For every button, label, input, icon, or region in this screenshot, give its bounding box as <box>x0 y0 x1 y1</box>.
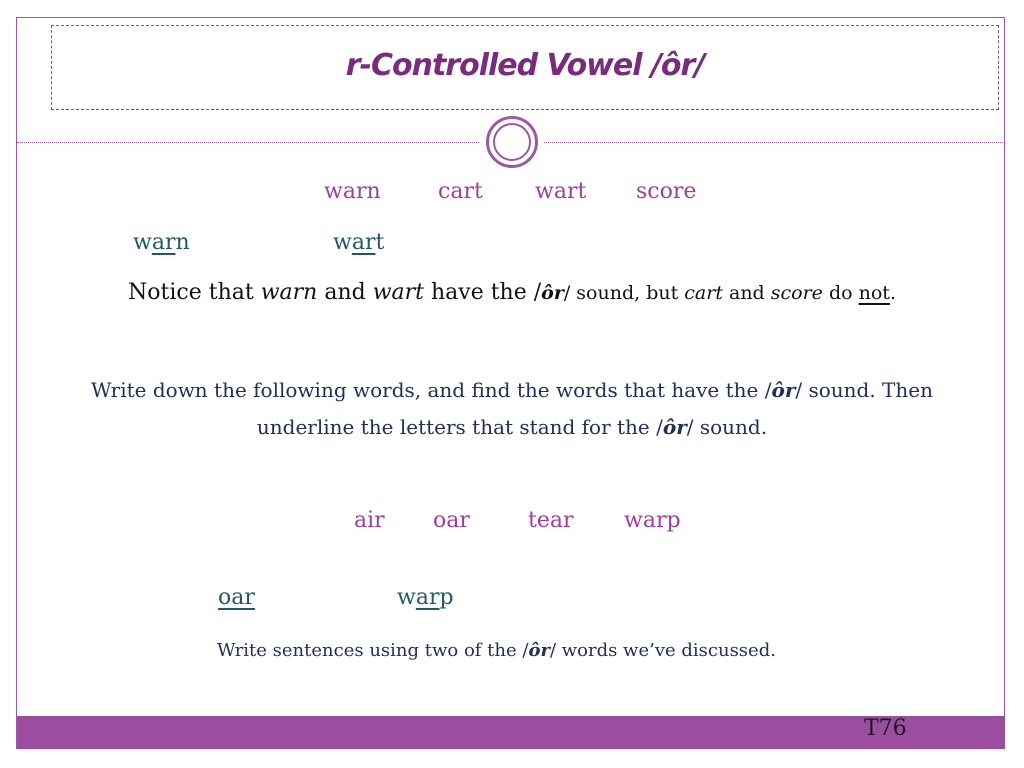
answer-warp: warp <box>397 585 454 610</box>
word-oar: oar <box>433 508 470 533</box>
word-air: air <box>354 508 385 533</box>
answer-oar <box>218 585 255 610</box>
underlined-letters: oar <box>218 585 255 610</box>
underlined-letters: ar <box>415 585 440 610</box>
footer-bar <box>17 716 1005 749</box>
notice-sentence: Notice that warn and wart have the /ôr/ sound, but cart and score do not. <box>128 280 896 305</box>
slide-title: r-Controlled Vowel /ôr/ <box>345 48 705 83</box>
word-cart: cart <box>438 179 483 204</box>
underlined-letters: ar <box>151 230 176 255</box>
divider-left <box>17 142 479 143</box>
word-score: score <box>636 179 697 204</box>
word-warp: warp <box>624 508 681 533</box>
example-warn: warn <box>133 230 190 255</box>
not-underlined: not <box>858 282 890 304</box>
underlined-letters: ar <box>351 230 376 255</box>
sentence-prompt: Write sentences using two of the /ôr/ words we’ve discussed. <box>217 640 776 661</box>
word-wart: wart <box>535 179 587 204</box>
word-warn: warn <box>324 179 381 204</box>
slide-number: T76 <box>864 716 907 741</box>
example-wart: wart <box>333 230 385 255</box>
instruction-paragraph: Write down the following words, and find the words that have the /ôr/ sound. Then underline the letters that stand for the /ôr/ sound. <box>91 378 933 439</box>
ring-ornament-icon <box>486 116 538 168</box>
divider-right <box>544 142 1005 143</box>
word-tear: tear <box>528 508 574 533</box>
